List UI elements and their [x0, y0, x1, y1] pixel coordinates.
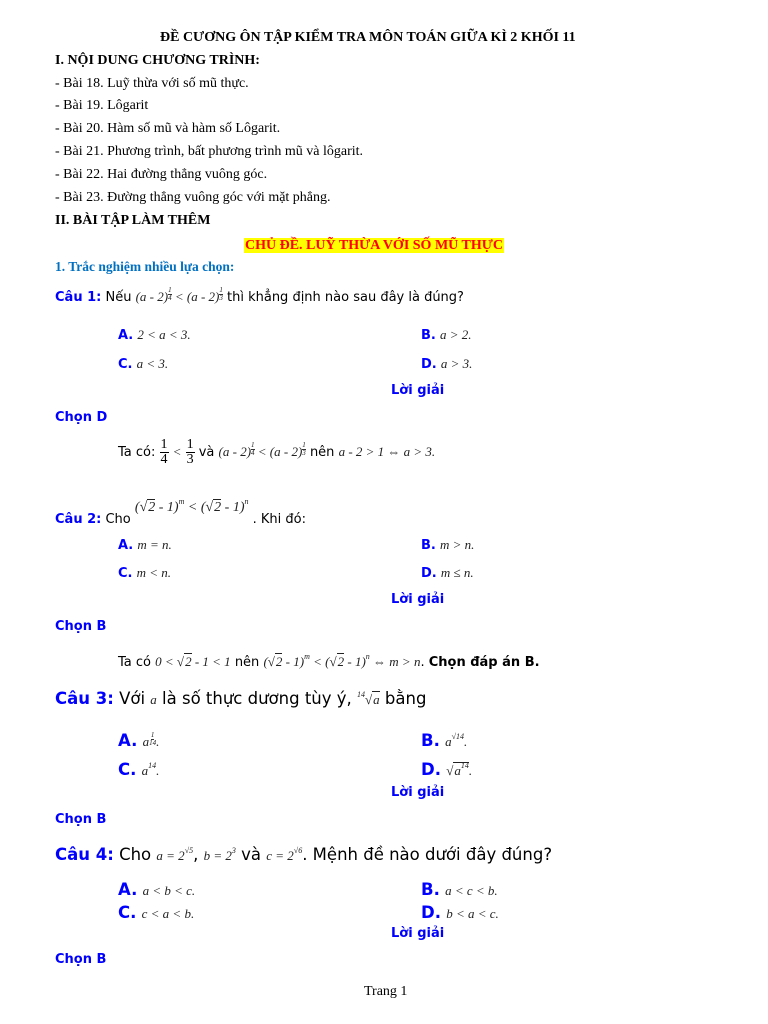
question-3 — [55, 689, 426, 708]
math-formula: $^{14}$√a — [357, 690, 380, 707]
option-c[interactable] — [118, 565, 171, 581]
topic-highlight — [244, 236, 504, 254]
topic-title: CHỦ ĐỀ. LUỸ THỪA VỚI SỐ MŨ THỰC — [245, 238, 503, 253]
option-a[interactable] — [118, 327, 191, 343]
math-formula: a < b < c. — [142, 883, 196, 898]
solution-line: Ta có: $\frac{1}{4}$ < $\frac{1}{3}$ và (a - 2) $\frac{1}{4}$ < (a - 2) $\frac{1}{3}$ nên a - 2 > 1 ⇔ a > 3. — [118, 437, 436, 467]
option-a[interactable] — [118, 880, 195, 899]
math-formula: a — [150, 692, 157, 707]
option-label: D. — [421, 903, 441, 922]
option-c[interactable] — [118, 356, 168, 372]
question-text-and: và — [241, 845, 261, 864]
option-label: B. — [421, 731, 440, 750]
fraction: $\frac{1}{3}$ — [186, 437, 194, 467]
math-formula: m > n. — [440, 537, 475, 552]
lesson-item: - Bài 21. Phương trình, bất phương trình mũ và lôgarit. — [55, 144, 364, 159]
math-formula: a < 3. — [136, 356, 169, 371]
question-text-pre: Cho — [119, 845, 152, 864]
option-a[interactable] — [118, 731, 159, 750]
math-formula: c < a < b. — [141, 906, 195, 921]
page-number: Trang 1 — [364, 984, 408, 999]
option-c[interactable] — [118, 760, 159, 779]
option-label: A. — [118, 880, 138, 899]
math-formula: (a - 2) $\frac{1}{4}$ < (a - 2) $\frac{1}{3}$ — [218, 441, 306, 459]
math-formula: 0 < √2 - 1 < 1 — [155, 654, 231, 669]
solution-text: nên — [234, 655, 260, 670]
question-text-pre: Với — [119, 689, 146, 708]
math-formula: a > 3. — [440, 356, 473, 371]
solution-conclusion: Chọn đáp án B. — [428, 655, 540, 670]
option-label: A. — [118, 328, 134, 343]
option-b[interactable] — [421, 880, 498, 899]
question-4: Câu 4: Cho $a = 2^{√5}$, $b = 2^3$ và $c = 2^{√6}$. Mệnh đề nào dưới đây đúng? — [55, 845, 553, 864]
math-formula: a > 2. — [440, 327, 472, 342]
answer-choice: Chọn B — [55, 619, 107, 634]
option-label: B. — [421, 538, 436, 553]
lesson-item: - Bài 20. Hàm số mũ và hàm số Lôgarit. — [55, 121, 281, 136]
section-1-heading: I. NỘI DUNG CHƯƠNG TRÌNH: — [55, 53, 260, 68]
question-1 — [55, 287, 464, 305]
math-formula: a - 2 > 1 ⇔ a > 3. — [338, 444, 436, 459]
option-label: A. — [118, 538, 134, 553]
question-label: Câu 1: — [55, 290, 102, 305]
lesson-item: - Bài 22. Hai đường thẳng vuông góc. — [55, 167, 268, 182]
option-label: D. — [421, 566, 437, 581]
answer-choice: Chọn B — [55, 812, 107, 827]
solution-heading: Lời giải — [391, 383, 445, 398]
question-text-post: bằng — [384, 689, 427, 708]
option-b[interactable] — [421, 731, 467, 750]
document-title: ĐỀ CƯƠNG ÔN TẬP KIỂM TRA MÔN TOÁN GIỮA KÌ 2 KHỐI 11 — [160, 30, 576, 45]
answer-choice: Chọn B — [55, 952, 107, 967]
option-d[interactable] — [421, 356, 472, 372]
lesson-item: - Bài 19. Lôgarit — [55, 98, 149, 113]
option-label: A. — [118, 731, 138, 750]
math-formula: (√2 - 1)$^m$ < (√2 - 1)$^n$ — [134, 497, 249, 515]
math-formula: $a = 2^{√5}$ — [156, 846, 194, 863]
math-formula: (√2 - 1)$^m$ < (√2 - 1)$^n$ ⇔ m > n — [263, 652, 421, 669]
math-formula: m ≤ n. — [440, 565, 474, 580]
math-formula: $a^{√14}$. — [445, 732, 468, 749]
question-text-post: . Mệnh đề nào dưới đây đúng? — [302, 845, 553, 864]
question-text-mid: là số thực dương tùy ý, — [162, 689, 352, 708]
section-2-heading: II. BÀI TẬP LÀM THÊM — [55, 213, 211, 228]
option-label: C. — [118, 566, 133, 581]
math-formula: (a - 2) $\frac{1}{4}$ < (a - 2) $\frac{1}{3}$ — [135, 286, 223, 304]
answer-choice: Chọn D — [55, 410, 108, 425]
option-a[interactable] — [118, 537, 172, 553]
lesson-item: - Bài 23. Đường thẳng vuông góc với mặt phẳng. — [55, 190, 331, 205]
math-formula: 2 < a < 3. — [137, 327, 191, 342]
question-text-post: . Khi đó: — [252, 512, 306, 527]
math-formula: $a^{14}$. — [141, 761, 160, 778]
math-formula: $√a^{14}$. — [446, 761, 473, 778]
option-b[interactable] — [421, 537, 474, 553]
option-d[interactable] — [421, 903, 499, 922]
option-d[interactable] — [421, 760, 472, 779]
solution-text: và — [198, 445, 215, 460]
option-label: D. — [421, 760, 441, 779]
question-label: Câu 2: — [55, 512, 102, 527]
option-label: D. — [421, 357, 437, 372]
math-formula: m = n. — [137, 537, 172, 552]
question-label: Câu 4: — [55, 845, 114, 864]
option-label: C. — [118, 903, 137, 922]
math-formula: a $\frac{1}{14}$ . — [142, 731, 160, 749]
solution-line: Ta có 0 < √2 - 1 < 1 nên (√2 - 1)$^m$ < (√2 - 1)$^n$ ⇔ m > n. Chọn đáp án B. — [118, 652, 540, 670]
solution-heading: Lời giải — [391, 926, 445, 941]
option-c[interactable] — [118, 903, 194, 922]
math-formula: $b = 2^3$ — [203, 846, 236, 863]
question-text-pre: Cho — [105, 512, 131, 527]
question-text-pre: Nếu — [105, 290, 132, 305]
solution-text: Ta có — [118, 655, 151, 670]
lesson-item: - Bài 18. Luỹ thừa với số mũ thực. — [55, 76, 249, 91]
question-label: Câu 3: — [55, 689, 114, 708]
subheading-multiple-choice: 1. Trắc nghiệm nhiều lựa chọn: — [55, 259, 235, 274]
solution-text: Ta có: — [118, 445, 156, 460]
option-label: C. — [118, 760, 137, 779]
solution-heading: Lời giải — [391, 785, 445, 800]
solution-heading: Lời giải — [391, 592, 445, 607]
option-label: C. — [118, 357, 133, 372]
math-formula: $c = 2^{√6}$ — [266, 846, 303, 863]
option-b[interactable] — [421, 327, 472, 343]
solution-text: nên — [309, 445, 335, 460]
question-2 — [55, 497, 306, 527]
math-formula: m < n. — [136, 565, 172, 580]
question-text-post: thì khẳng định nào sau đây là đúng? — [227, 290, 464, 305]
math-formula: a < c < b. — [445, 883, 498, 898]
option-d[interactable] — [421, 565, 474, 581]
math-formula: b < a < c. — [446, 906, 499, 921]
fraction: $\frac{1}{4}$ — [160, 437, 168, 467]
option-label: B. — [421, 328, 436, 343]
option-label: B. — [421, 880, 440, 899]
